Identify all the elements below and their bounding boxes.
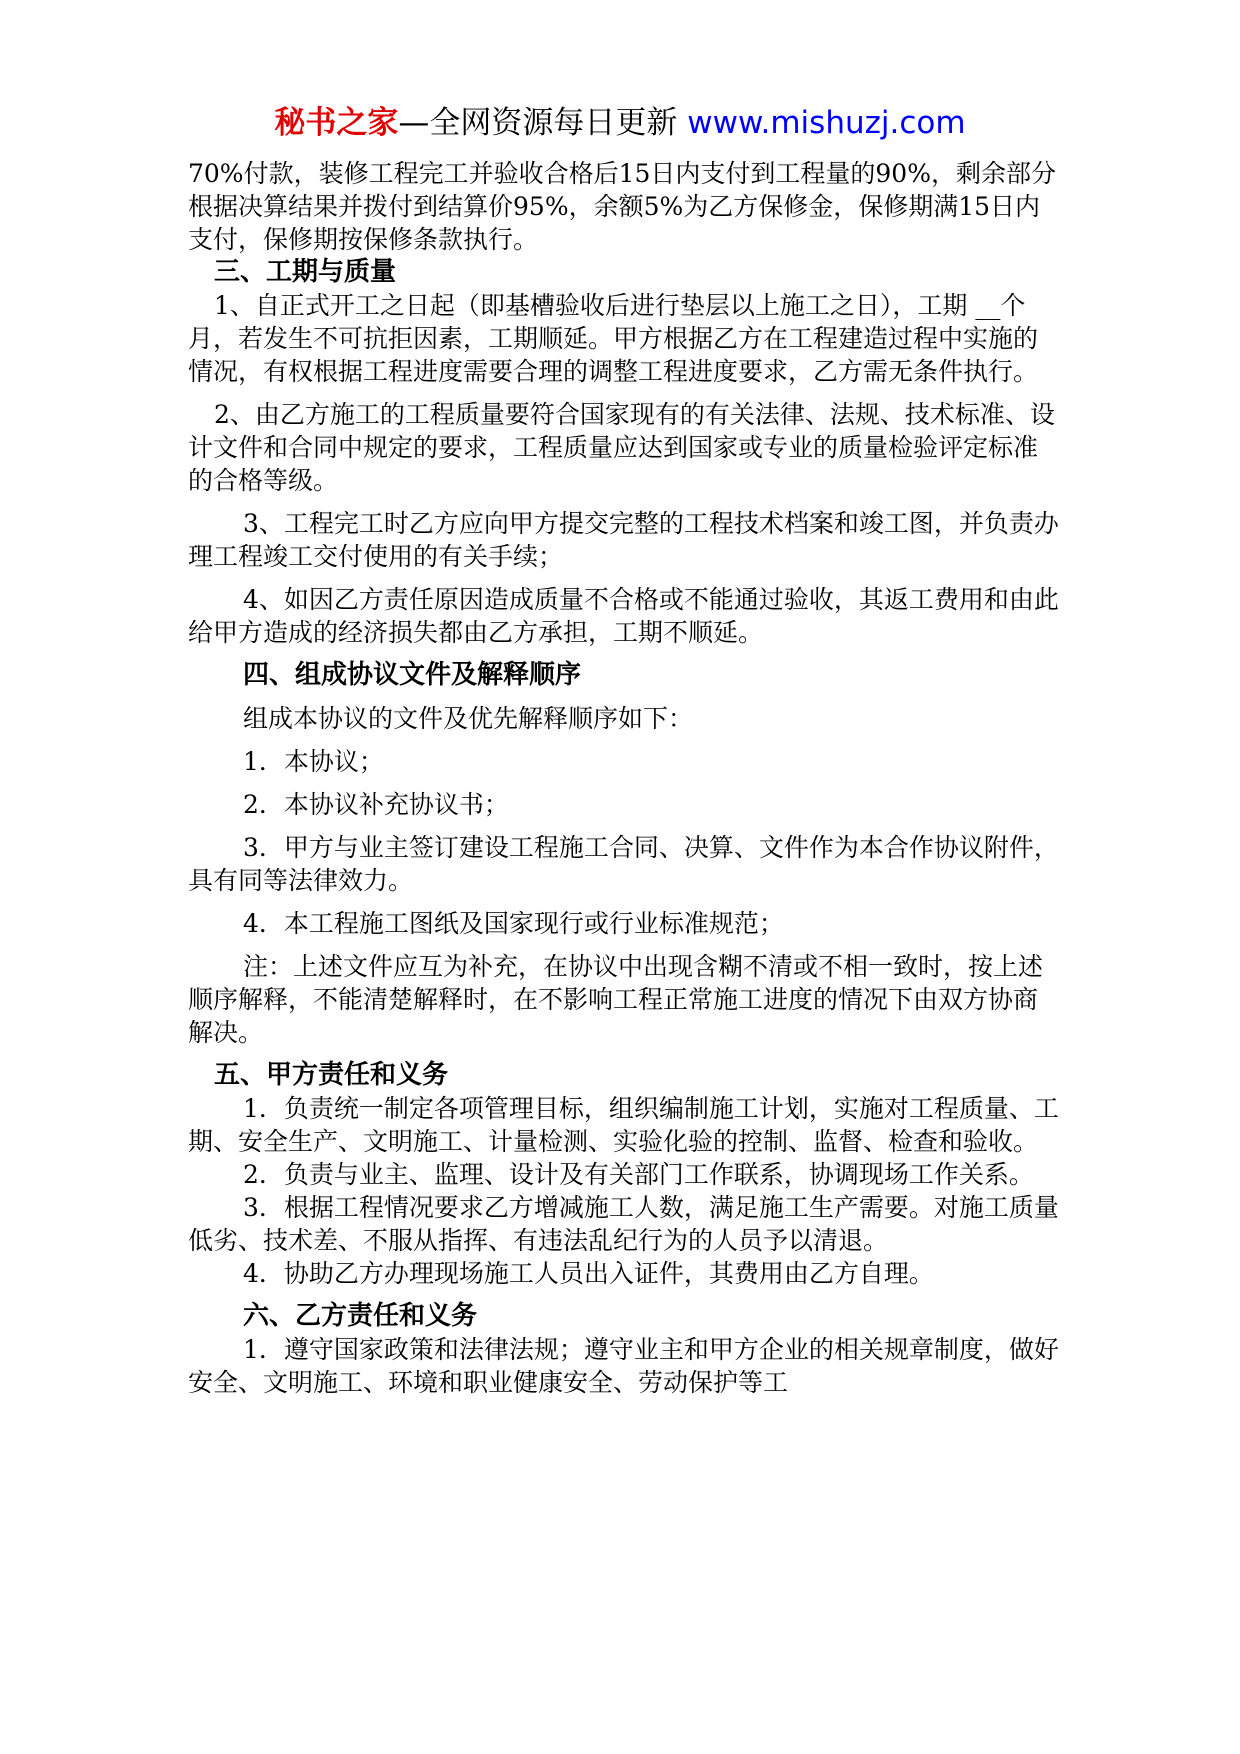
paragraph-party-a-3: 3．根据工程情况要求乙方增减施工人数，满足施工生产需要。对施工质量低劣、技术差、不服从指挥、有违法乱纪行为的人员予以清退。 xyxy=(188,1193,1059,1255)
paragraph-payment: 70%付款，装修工程完工并验收合格后15日内支付到工程量的90%，剩余部分根据决算结果并拨付到结算价95%，余额5%为乙方保修金，保修期满15日内支付，保修期按保修条款执行。 xyxy=(188,159,1056,254)
list-item-agreement: 1．本协议； xyxy=(243,747,384,776)
paragraph-party-a-1: 1．负责统一制定各项管理目标，组织编制施工计划，实施对工程质量、工期、安全生产、文明施工、计量检测、实验化验的控制、监督、检查和验收。 xyxy=(188,1094,1059,1156)
site-url[interactable]: www.mishuzj.com xyxy=(687,105,966,141)
document-body xyxy=(188,157,1060,1399)
list-item-drawings-standards: 4．本工程施工图纸及国家现行或行业标准规范； xyxy=(243,909,784,938)
paragraph-party-a-4: 4．协助乙方办理现场施工人员出入证件，其费用由乙方自理。 xyxy=(243,1259,934,1288)
paragraph-completion-3: 3、工程完工时乙方应向甲方提交完整的工程技术档案和竣工图，并负责办理工程竣工交付使用的有关手续； xyxy=(188,509,1059,571)
paragraph-schedule-1: 1、自正式开工之日起（即基槽验收后进行垫层以上施工之日），工期 __个月，若发生不可抗拒因素，工期顺延。甲方根据乙方在工程建造过程中实施的情况，有权根据工程进度需要合理的调整工程进度要求，乙方需无条件执行。 xyxy=(188,291,1039,386)
paragraph-party-a-2: 2．负责与业主、监理、设计及有关部门工作联系，协调现场工作关系。 xyxy=(243,1160,1034,1189)
brand-name: 秘书之家 xyxy=(274,105,399,141)
list-item-contract-attachment: 3．甲方与业主签订建设工程施工合同、决算、文件作为本合作协议附件，具有同等法律效力。 xyxy=(188,833,1059,895)
section-heading-party-a: 五、甲方责任和义务 xyxy=(214,1060,449,1090)
paragraph-party-b-1: 1．遵守国家政策和法律法规；遵守业主和甲方企业的相关规章制度，做好安全、文明施工、环境和职业健康安全、劳动保护等工 xyxy=(188,1335,1059,1397)
header-tagline: —全网资源每日更新 xyxy=(398,105,688,141)
paragraph-note: 注：上述文件应互为补充，在协议中出现含糊不清或不相一致时，按上述顺序解释，不能清楚解释时，在不影响工程正常施工进度的情况下由双方协商解决。 xyxy=(188,952,1044,1047)
page-header xyxy=(0,100,1240,146)
paragraph-documents-intro: 组成本协议的文件及优先解释顺序如下： xyxy=(243,704,694,733)
paragraph-quality-2: 2、由乙方施工的工程质量要符合国家现有的有关法律、法规、技术标准、设计文件和合同中规定的要求，工程质量应达到国家或专业的质量检验评定标准的合格等级。 xyxy=(188,400,1055,495)
section-heading-documents-order: 四、组成协议文件及解释顺序 xyxy=(243,660,582,690)
section-heading-schedule-quality: 三、工期与质量 xyxy=(214,257,397,287)
section-heading-party-b: 六、乙方责任和义务 xyxy=(243,1301,478,1331)
list-item-supplement: 2．本协议补充协议书； xyxy=(243,790,509,819)
paragraph-rework-4: 4、如因乙方责任原因造成质量不合格或不能通过验收，其返工费用和由此给甲方造成的经济损失都由乙方承担，工期不顺延。 xyxy=(188,585,1059,647)
